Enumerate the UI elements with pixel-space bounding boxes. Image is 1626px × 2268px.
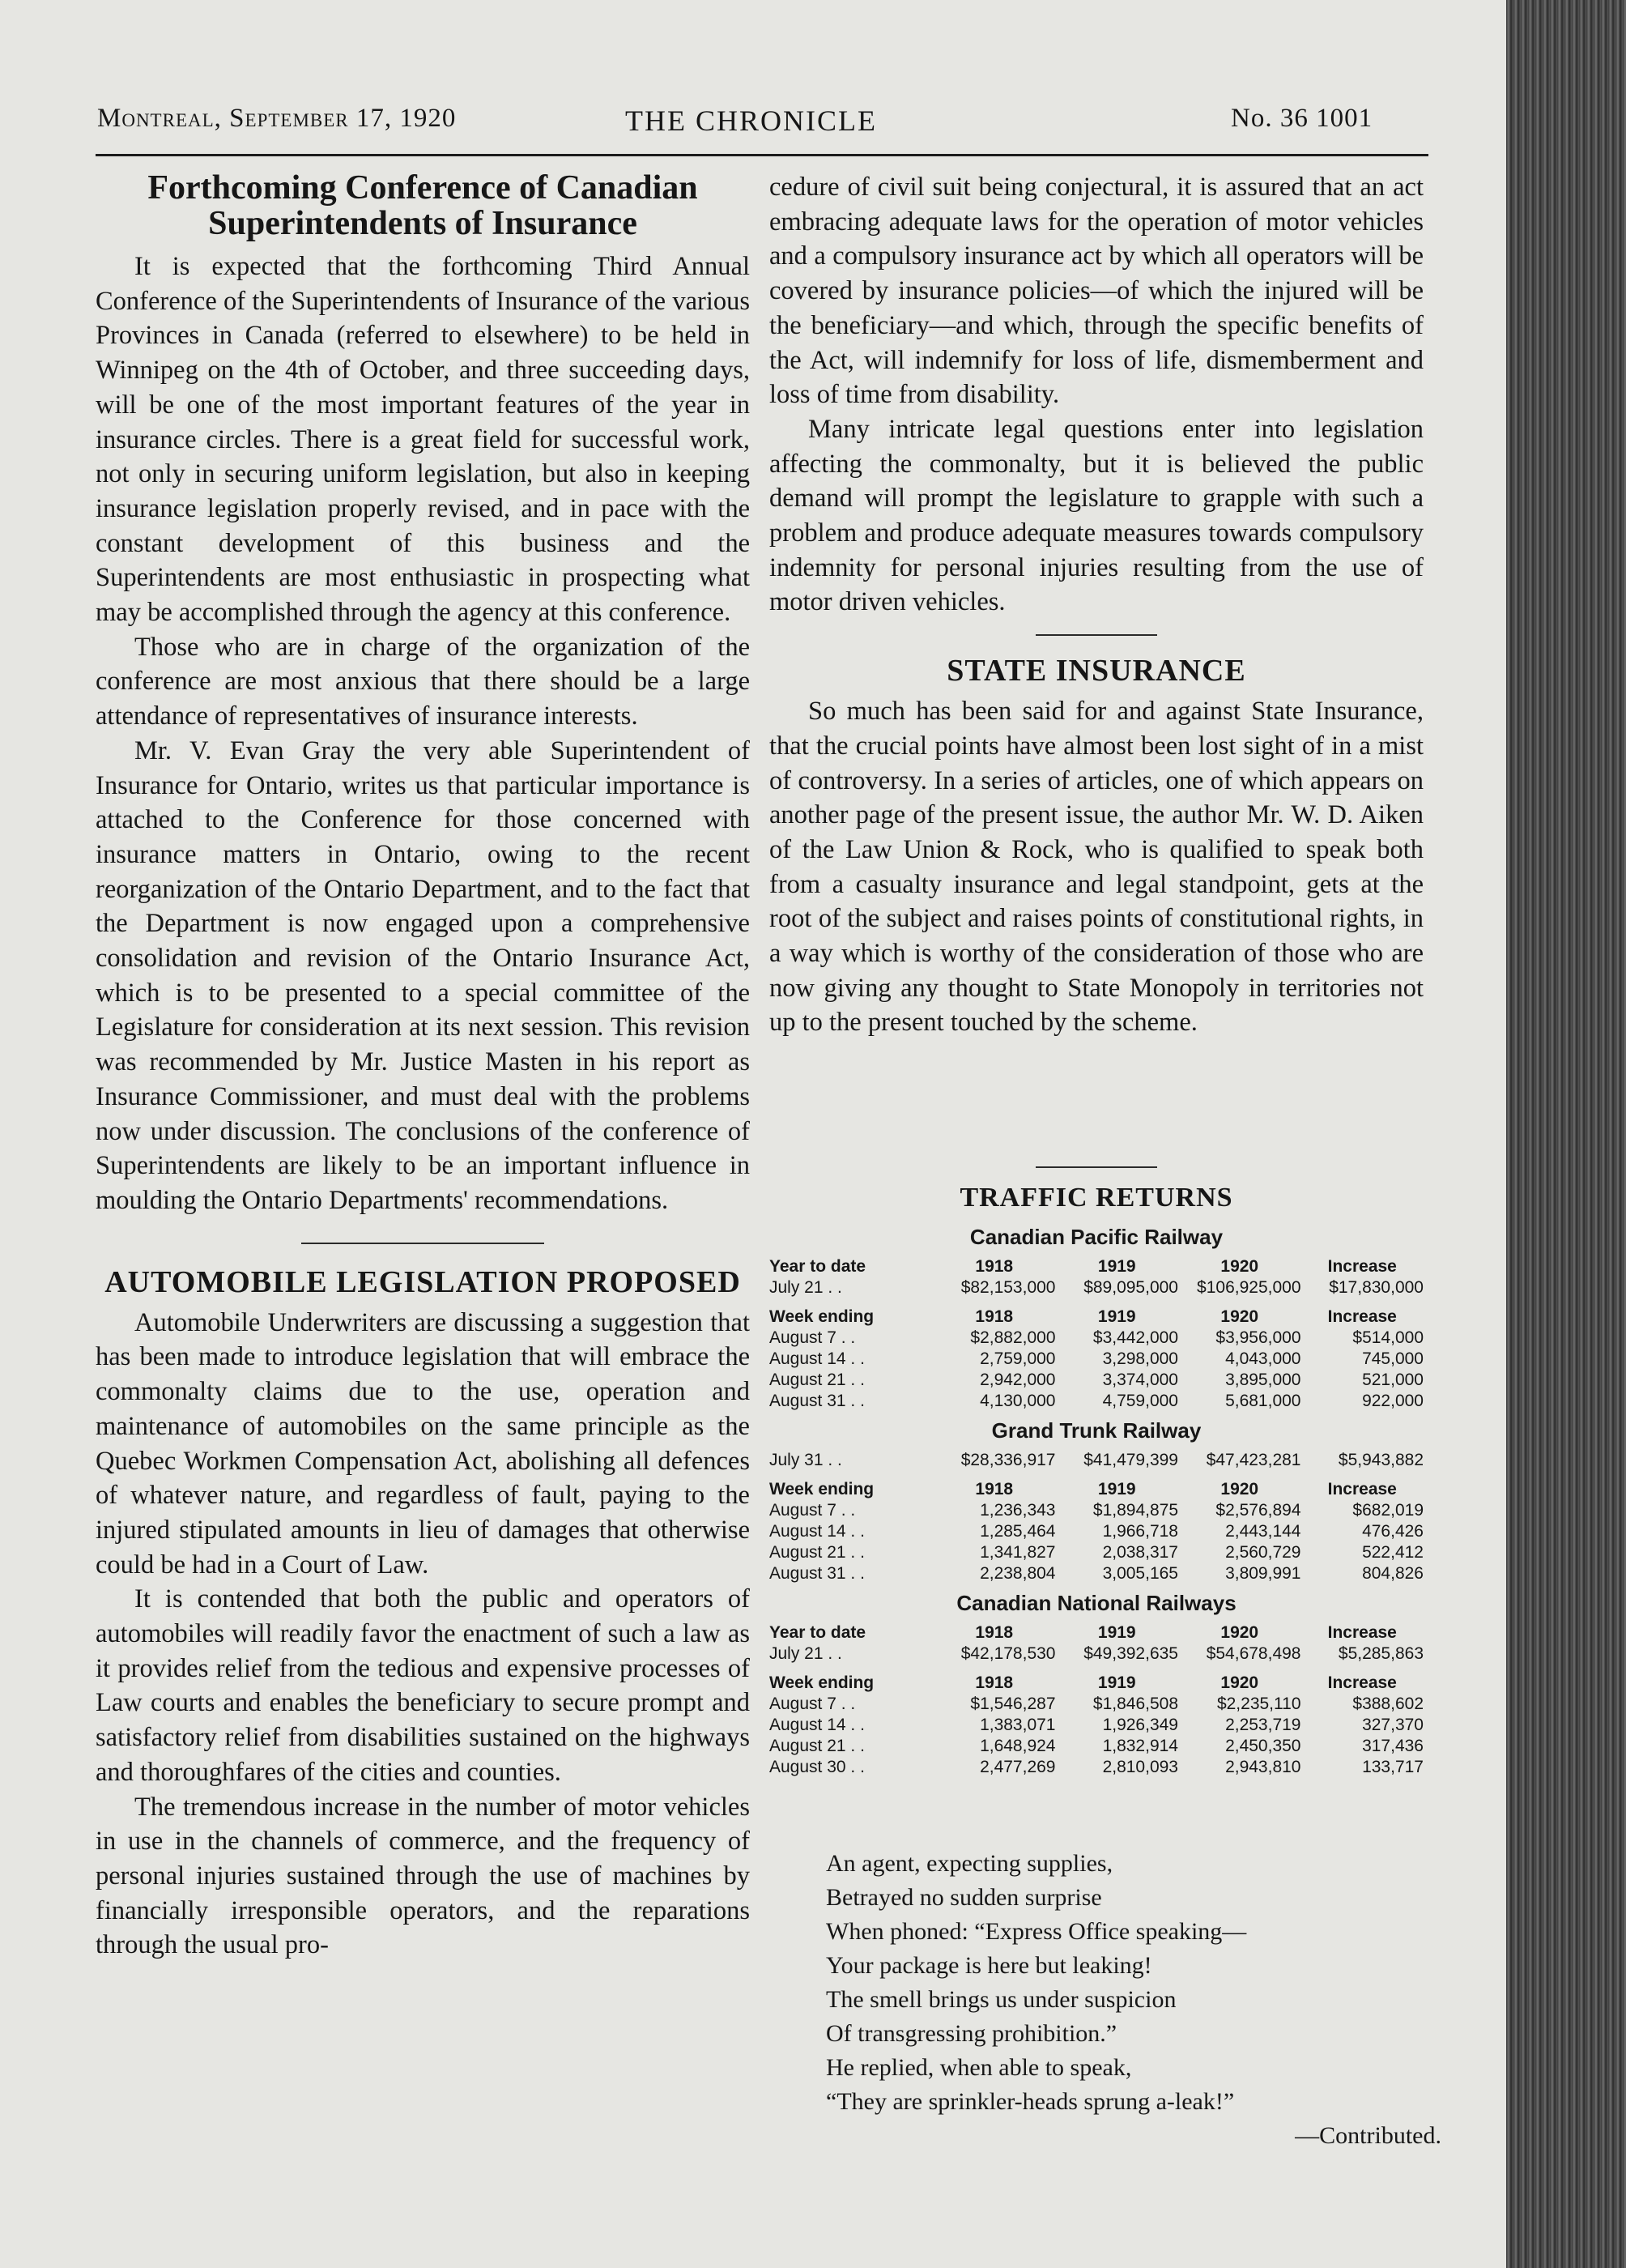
left-column [96,170,750,1963]
table-cell: Increase [1327,1257,1397,1276]
table-cell: 1918 [975,1307,1014,1326]
table-row [769,1736,1424,1757]
railway-name: Canadian Pacific Railway [969,1225,1224,1249]
table-cell: $89,095,000 [1083,1278,1178,1297]
table-row [769,1349,1424,1370]
conference-paragraph-2: Those who are in charge of the organization of the conference are most anxious that there should be a large attendance of representatives of insurance interests. [96,632,750,731]
table-cell: 2,450,350 [1225,1737,1301,1755]
table-cell: 1920 [1220,1307,1259,1326]
running-head [97,104,1425,149]
table-cell: 1920 [1220,1673,1259,1692]
table-cell: 1,926,349 [1102,1716,1178,1734]
table-cell: $28,336,917 [960,1451,1056,1469]
table-cell: 3,005,165 [1102,1564,1178,1583]
article-conference-title [96,170,750,241]
table-row [769,1450,1424,1471]
right-column [769,170,1424,1040]
table-cell: $2,235,110 [1216,1695,1301,1713]
dateline: Montreal, September 17, 1920 [97,104,457,133]
row-label: August 31 . . [769,1392,865,1410]
publication-title: THE CHRONICLE [625,104,877,137]
table-row [769,1715,1424,1736]
row-label: Week ending [769,1673,875,1692]
table-cell: 1920 [1220,1623,1259,1642]
table-row [769,1563,1424,1584]
row-label: August 31 . . [769,1564,865,1583]
header-rule [96,154,1428,156]
poem-line: Betrayed no sudden surprise [826,1884,1102,1911]
table-header-row [769,1479,1424,1500]
table-row [769,1328,1424,1349]
table-cell: 2,942,000 [980,1371,1056,1389]
railway-tables [769,1225,1424,1778]
automobile-continued: cedure of civil suit being conjectural, it is assured that an act embracing adequate laws for the operation of motor vehicles and a compulsory insurance act by which all operators will be covered by insurance policies—of which the injured will be the beneficiary—and which, through the specific benefits of the Act, will indemnify for loss of life, dismemberment and loss of time from disability. [769,173,1424,410]
row-label: July 31 . . [769,1451,842,1469]
railway-name: Canadian National Railways [956,1591,1237,1615]
poem-line: Of transgressing prohibition.” [826,2020,1117,2047]
table-cell: $106,925,000 [1197,1278,1301,1297]
table-cell: 4,130,000 [980,1392,1056,1410]
table-cell: 4,759,000 [1102,1392,1178,1410]
table-cell: 1,236,343 [980,1501,1056,1520]
traffic-table [769,1256,1424,1412]
table-cell: 2,038,317 [1102,1543,1178,1562]
table-cell: $5,285,863 [1338,1644,1424,1663]
table-cell: $49,392,635 [1083,1644,1178,1663]
table-cell: 922,000 [1362,1392,1424,1410]
table-cell: $47,423,281 [1206,1451,1301,1469]
poem-line: Your package is here but leaking! [826,1952,1152,1979]
table-row [769,1694,1424,1715]
table-row [769,1500,1424,1521]
traffic-table [769,1622,1424,1778]
table-cell: $2,576,894 [1215,1501,1301,1520]
table-cell: 1,966,718 [1102,1522,1178,1541]
table-cell: 1920 [1220,1257,1259,1276]
table-cell: 3,809,991 [1225,1564,1301,1583]
table-cell: 2,810,093 [1102,1758,1178,1776]
table-cell: $54,678,498 [1206,1644,1301,1663]
poem [826,1847,1441,2153]
table-cell: $82,153,000 [960,1278,1056,1297]
row-label: August 14 . . [769,1349,865,1368]
table-row [769,1277,1424,1298]
article-automobile-title: AUTOMOBILE LEGISLATION PROPOSED [104,1264,741,1299]
table-cell: 2,759,000 [980,1349,1056,1368]
title-line-2: Superintendents of Insurance [208,205,637,242]
table-cell: $1,846,508 [1092,1695,1178,1713]
table-cell: $5,943,882 [1338,1451,1424,1469]
table-cell: 1918 [975,1673,1014,1692]
row-label: July 21 . . [769,1644,842,1663]
table-cell: 2,238,804 [980,1564,1056,1583]
section-divider [1036,634,1157,636]
row-label: July 21 . . [769,1278,842,1297]
table-row [769,1542,1424,1563]
row-label: Week ending [769,1480,875,1498]
table-cell: 3,298,000 [1102,1349,1178,1368]
page-edge [1506,0,1626,2268]
table-cell: 1,648,924 [980,1737,1056,1755]
poem-line: “They are sprinkler-heads sprung a-leak!” [826,2088,1235,2115]
poem-lines [826,1847,1441,2119]
table-header-row [769,1256,1424,1277]
poem-line: He replied, when able to speak, [826,2054,1132,2081]
table-header-row [769,1307,1424,1328]
table-cell: 1919 [1097,1673,1136,1692]
table-cell: 2,943,810 [1225,1758,1301,1776]
row-label: August 14 . . [769,1522,865,1541]
table-cell: $682,019 [1352,1501,1424,1520]
section-divider [1036,1166,1157,1168]
table-cell: 133,717 [1362,1758,1424,1776]
table-cell: Increase [1327,1307,1397,1326]
railway-name: Grand Trunk Railway [991,1418,1202,1443]
table-cell: 1919 [1097,1257,1136,1276]
table-cell: 745,000 [1362,1349,1424,1368]
state-insurance-paragraph: So much has been said for and against State Insurance, that the crucial points have almost been lost sight of in a mist of controversy. In a series of articles, one of which appears on another page of the present issue, the author Mr. W. D. Aiken of the Law Union & Rock, who is qualified to speak both from a casualty insurance and legal standpoint, gets at the root of the subject and raises points of constitutional rights, in a way which is worthy of the consideration of those who are now giving any thought to State Monopoly in territories not up to the present touched by the scheme. [769,697,1424,1038]
table-cell: 1919 [1097,1307,1136,1326]
table-row [769,1391,1424,1412]
table-cell: 2,560,729 [1225,1543,1301,1562]
table-cell: $2,882,000 [970,1328,1056,1347]
table-cell: 521,000 [1362,1371,1424,1389]
poem-line: The smell brings us under suspicion [826,1986,1177,2013]
row-label: August 7 . . [769,1328,856,1347]
table-cell: $1,546,287 [970,1695,1056,1713]
automobile-paragraph-3: The tremendous increase in the number of motor vehicles in use in the channels of commerce, and the frequency of personal injuries sustained through the use of machines by financially irresponsible operators, and the reparations through the usual pro- [96,1792,750,1960]
section-divider [301,1243,544,1244]
issue-page-number: No. 36 1001 [1231,104,1373,133]
traffic-returns-title: TRAFFIC RETURNS [960,1183,1233,1213]
row-label: Year to date [769,1257,866,1276]
table-cell: $388,602 [1352,1695,1424,1713]
table-cell: $17,830,000 [1329,1278,1424,1297]
table-cell: 1,341,827 [980,1543,1056,1562]
automobile-last-paragraph: Many intricate legal questions enter into legislation affecting the commonalty, but it is believed the public demand will prompt the legislature to grapple with such a problem and produce adequate measures towards compulsory indemnity for personal injuries resulting from the use of motor driven vehicles. [769,414,1424,617]
table-row [769,1643,1424,1665]
row-label: Year to date [769,1623,866,1642]
conference-paragraph-3: Mr. V. Evan Gray the very able Superintendent of Insurance for Ontario, writes us that particular importance is attached to the Conference for those concerned with insurance matters in Ontario, owing to the recent reorganization of the Ontario Department, and to the fact that the Department is now engaged upon a comprehensive consolidation and revision of the Ontario Insurance Act, which is to be presented to a special committee of the Legislature for consideration at its next session. This revision was recommended by Mr. Justice Masten in his report as Insurance Commissioner, and must deal with the problems now under discussion. The conclusions of the conference of Superintendents are likely to be an important influence in moulding the Ontario Departments' recommendations. [96,735,750,1215]
row-label: August 21 . . [769,1371,865,1389]
row-label: Week ending [769,1307,875,1326]
table-cell: 1,383,071 [980,1716,1056,1734]
table-cell: 1920 [1220,1480,1259,1498]
table-cell: 1,285,464 [980,1522,1056,1541]
poem-line: An agent, expecting supplies, [826,1850,1113,1877]
row-label: August 21 . . [769,1737,865,1755]
table-cell: Increase [1327,1480,1397,1498]
automobile-paragraph-1: Automobile Underwriters are discussing a suggestion that has been made to introduce legislation that will embrace the commonalty claims due to the use, operation and maintenance of automobiles on the same principle as the Quebec Workmen Compensation Act, abolishing all defences of whatever nature, and regardless of fault, paying to the injured stipulated amounts in lieu of damages that otherwise could be had in a Court of Law. [96,1307,750,1580]
table-cell: 1918 [975,1257,1014,1276]
table-cell: 3,895,000 [1225,1371,1301,1389]
table-cell: 5,681,000 [1225,1392,1301,1410]
traffic-table [769,1450,1424,1584]
table-cell: 3,374,000 [1102,1371,1178,1389]
conference-paragraph-1: It is expected that the forthcoming Third Annual Conference of the Superintendents of Insurance of the various Provinces in Canada (referred to elsewhere) to be held in Winnipeg on the 4th of October, and three succeeding days, will be one of the most important features of the year in insurance circles. There is a great field for successful work, not only in securing uniform legislation, but also in keeping insurance legislation properly revised, and in pace with the constant development of this business and the Superintendents are most enthusiastic in prospecting what may be accomplished through the agency at this conference. [96,252,750,628]
table-cell: 1919 [1097,1480,1136,1498]
row-label: August 7 . . [769,1695,856,1713]
table-cell: 804,826 [1362,1564,1424,1583]
table-cell: $3,442,000 [1092,1328,1178,1347]
automobile-paragraph-2: It is contended that both the public and operators of automobiles will readily favor the enactment of such a law as it provides relief from the tedious and expensive processes of Law courts and enables the beneficiary to secure prompt and satisfactory relief from disabilities sustained on the highways and thoroughfares of the cities and counties. [96,1584,750,1787]
table-header-row [769,1673,1424,1694]
table-cell: Increase [1327,1673,1397,1692]
table-cell: 317,436 [1362,1737,1424,1755]
table-cell: 1919 [1097,1623,1136,1642]
title-line-1: Forthcoming Conference of Canadian [147,169,698,207]
table-cell: 327,370 [1362,1716,1424,1734]
table-cell: 1918 [975,1623,1014,1642]
table-cell: $514,000 [1352,1328,1424,1347]
poem-line: When phoned: “Express Office speaking— [826,1918,1247,1945]
table-row [769,1757,1424,1778]
row-label: August 14 . . [769,1716,865,1734]
table-cell: $42,178,530 [960,1644,1056,1663]
table-cell: $41,479,399 [1083,1451,1178,1469]
article-state-insurance-title: STATE INSURANCE [947,654,1246,688]
row-label: August 30 . . [769,1758,865,1776]
table-row [769,1521,1424,1542]
table-cell: $1,894,875 [1092,1501,1178,1520]
table-cell: 2,443,144 [1225,1522,1301,1541]
table-cell: 4,043,000 [1225,1349,1301,1368]
table-cell: 1918 [975,1480,1014,1498]
table-cell: $3,956,000 [1215,1328,1301,1347]
table-header-row [769,1622,1424,1643]
table-cell: 476,426 [1362,1522,1424,1541]
row-label: August 21 . . [769,1543,865,1562]
table-cell: 1,832,914 [1102,1737,1178,1755]
table-row [769,1370,1424,1391]
traffic-returns [769,1166,1424,1778]
table-cell: Increase [1327,1623,1397,1642]
table-cell: 2,253,719 [1225,1716,1301,1734]
table-cell: 2,477,269 [980,1758,1056,1776]
row-label: August 7 . . [769,1501,856,1520]
poem-signature: —Contributed. [1295,2122,1441,2149]
table-cell: 522,412 [1362,1543,1424,1562]
